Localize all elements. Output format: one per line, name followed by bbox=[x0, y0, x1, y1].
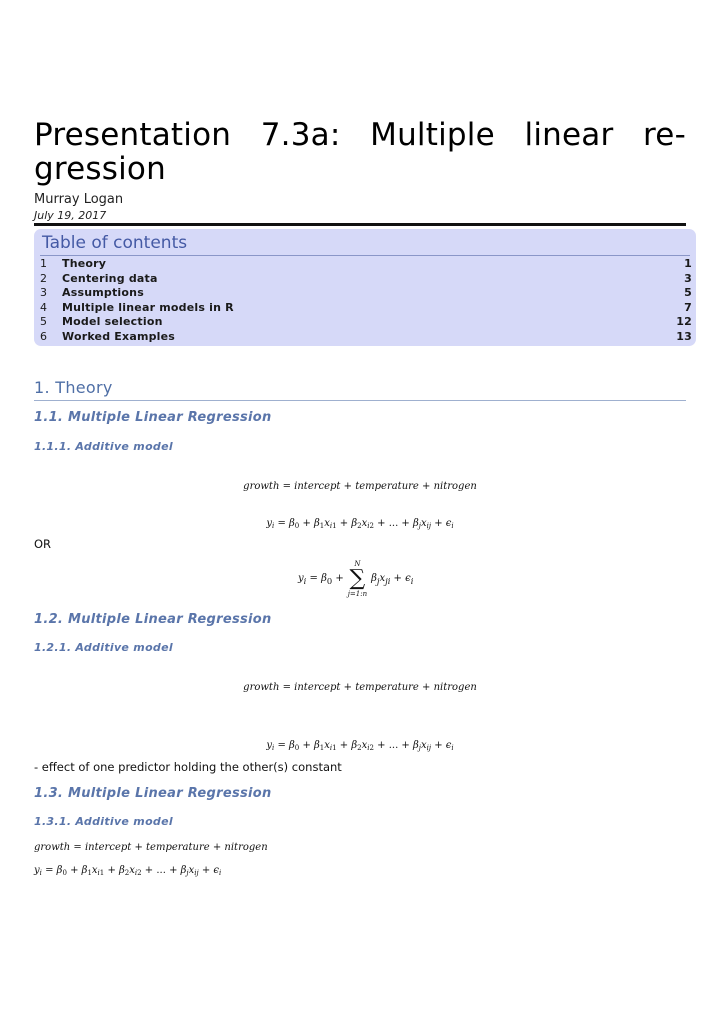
toc-title: Model selection bbox=[62, 315, 163, 329]
toc-title: Centering data bbox=[62, 271, 158, 285]
toc-number: 2 bbox=[40, 271, 48, 285]
math-term: nitrogen bbox=[433, 682, 477, 693]
math-term: growth bbox=[243, 682, 280, 693]
note-text: - effect of one predictor holding the other(s) constant bbox=[34, 760, 342, 774]
math-term: growth bbox=[34, 842, 71, 853]
subsection-heading: 1.2. Multiple Linear Regression bbox=[34, 612, 272, 627]
section-rule bbox=[34, 400, 686, 401]
title-word: linear bbox=[524, 117, 614, 153]
toc-number: 4 bbox=[40, 300, 48, 314]
toc-item[interactable] bbox=[40, 272, 692, 287]
title-rule bbox=[34, 223, 686, 226]
toc-title: Worked Examples bbox=[62, 329, 176, 343]
regression-equation: $y_i = \beta_0 + \beta_1x_{i1} + \beta_2x_{i2}$ + ... + $\beta_jx_{ij} + \epsilon_i$ bbox=[266, 518, 454, 530]
math-term: temperature bbox=[146, 842, 210, 853]
summation-equation: $y_i = \beta_0$ + N ∑ j=1:n $\beta_jx_{ji} + \epsilon_i$ bbox=[298, 560, 414, 598]
toc-title: Theory bbox=[62, 257, 107, 270]
or-text: OR bbox=[34, 537, 52, 551]
subsection-heading: 1.3. Multiple Linear Regression bbox=[34, 786, 272, 801]
date: July 19, 2017 bbox=[34, 209, 107, 222]
math-term: growth bbox=[243, 481, 280, 492]
title-line-2: gression bbox=[34, 151, 166, 187]
toc-item[interactable] bbox=[40, 286, 692, 301]
title-word: re- bbox=[643, 117, 686, 153]
toc-title: Multiple linear models in R bbox=[62, 300, 234, 314]
regression-equation: $y_i = \beta_0 + \beta_1x_{i1} + \beta_2x_{i2}$ + ... + $\beta_jx_{ij} + \epsilon_i$ bbox=[266, 740, 454, 752]
document-title bbox=[34, 118, 694, 186]
toc-page: 12 bbox=[676, 315, 692, 329]
subsubsection-heading: 1.1.1. Additive model bbox=[34, 440, 173, 453]
toc-heading: Table of contents bbox=[42, 233, 188, 253]
model-formula: growth = intercept + temperature + nitrogen bbox=[243, 481, 477, 492]
sum-lower-limit: j=1:n bbox=[347, 590, 368, 598]
subsection-heading: 1.1. Multiple Linear Regression bbox=[34, 410, 272, 425]
toc-page: 5 bbox=[684, 286, 692, 300]
math-term: intercept bbox=[294, 682, 341, 693]
toc-item[interactable] bbox=[40, 330, 692, 345]
toc-number: 3 bbox=[40, 286, 48, 300]
table-of-contents bbox=[34, 229, 696, 346]
toc-page: 3 bbox=[684, 271, 692, 285]
toc-item[interactable] bbox=[40, 315, 692, 330]
section-heading: 1. Theory bbox=[34, 378, 113, 397]
toc-number: 1 bbox=[40, 257, 48, 270]
math-term: nitrogen bbox=[224, 842, 268, 853]
regression-equation: $y_i = \beta_0 + \beta_1x_{i1} + \beta_2x_{i2}$ + ... + $\beta_jx_{ij} + \epsilon_i$ bbox=[34, 865, 222, 877]
math-term: temperature bbox=[355, 682, 419, 693]
math-term: temperature bbox=[355, 481, 419, 492]
subsubsection-heading: 1.3.1. Additive model bbox=[34, 815, 173, 828]
title-word: Presentation bbox=[34, 117, 232, 153]
math-term: nitrogen bbox=[433, 481, 477, 492]
toc-number: 6 bbox=[40, 329, 48, 343]
toc-list bbox=[40, 257, 692, 345]
math-term: intercept bbox=[294, 481, 341, 492]
toc-number: 5 bbox=[40, 315, 48, 329]
toc-item[interactable] bbox=[40, 301, 692, 316]
toc-page: 1 bbox=[684, 257, 692, 270]
model-formula: growth = intercept + temperature + nitrogen bbox=[34, 842, 268, 853]
sum-symbol: N ∑ j=1:n bbox=[347, 560, 368, 598]
toc-item[interactable] bbox=[40, 257, 692, 272]
title-word: Multiple bbox=[370, 117, 495, 153]
toc-page: 13 bbox=[676, 329, 692, 343]
math-term: intercept bbox=[84, 842, 132, 853]
sum-upper-limit: N bbox=[354, 560, 361, 568]
author: Murray Logan bbox=[34, 192, 124, 207]
model-formula: growth = intercept + temperature + nitrogen bbox=[243, 682, 477, 693]
toc-divider bbox=[40, 255, 690, 256]
title-word: 7.3a: bbox=[260, 117, 341, 153]
toc-title: Assumptions bbox=[62, 286, 144, 300]
subsubsection-heading: 1.2.1. Additive model bbox=[34, 641, 173, 654]
toc-page: 7 bbox=[684, 300, 692, 314]
